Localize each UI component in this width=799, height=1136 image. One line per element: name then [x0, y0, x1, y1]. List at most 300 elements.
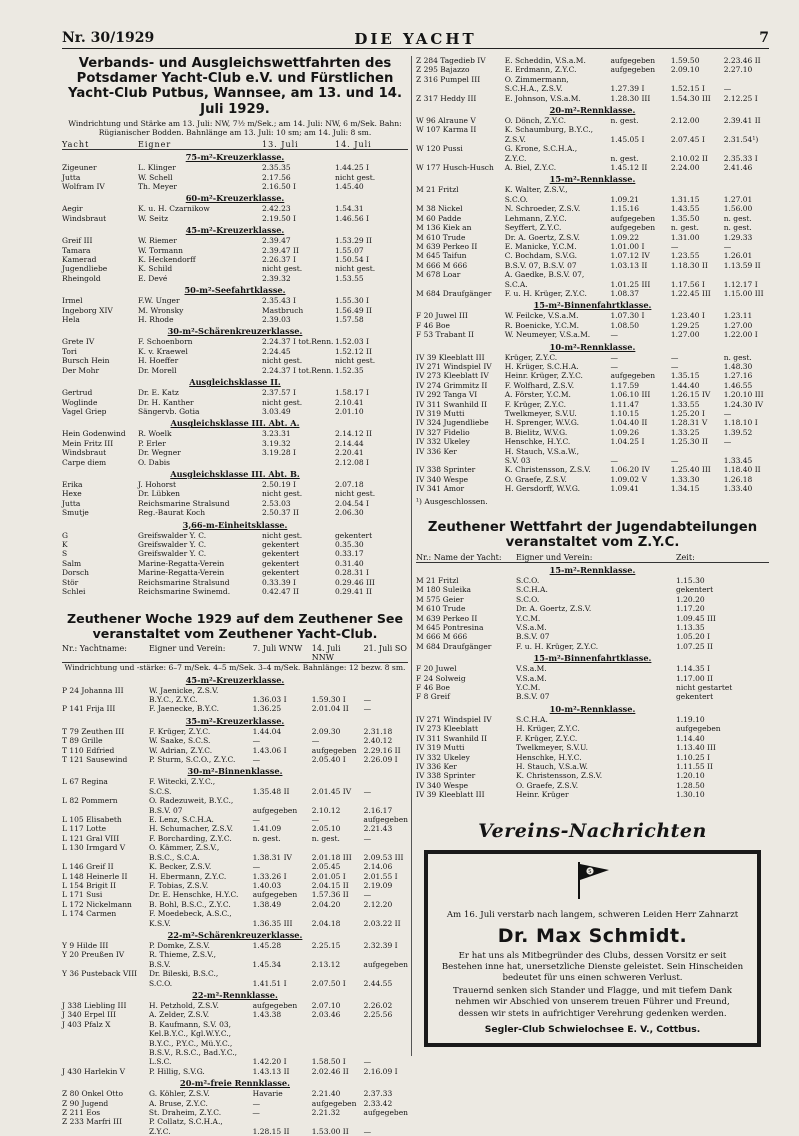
table-cell: 1.59.50	[670, 56, 700, 65]
table-cell: nicht gest.	[335, 489, 376, 499]
table-cell	[253, 1048, 312, 1057]
table-cell: E. Scheddin, V.S.a.M.	[504, 56, 586, 65]
table-cell: L 172 Nickelmann	[62, 899, 132, 909]
table-cell: M 38 Nickel	[416, 204, 463, 214]
table-cell: IV 319 Mutti	[416, 743, 465, 753]
table-row	[62, 1020, 408, 1029]
table-cell: nicht gest.	[335, 356, 376, 366]
table-cell: 1.59.30 I	[311, 695, 346, 704]
table-cell: M 666 M 666	[416, 632, 468, 642]
table-row	[62, 853, 408, 862]
table-cell: —	[363, 695, 372, 704]
table-cell: F. u. H. Krüger, Z.Y.C.	[504, 288, 587, 298]
table-cell: —	[252, 1098, 261, 1108]
table-cell: gekentert	[262, 549, 300, 559]
table-cell: nicht gest.	[262, 356, 303, 366]
table-cell: Heinr. Krüger	[516, 790, 569, 800]
table-cell	[312, 1117, 364, 1126]
table-cell: F 24 Solweig	[416, 673, 466, 683]
table-cell: 2.24.45	[262, 346, 291, 356]
table-cell: W. Jaenicke, Z.S.V.	[148, 685, 219, 695]
table-row	[416, 144, 769, 153]
table-row	[416, 223, 769, 232]
table-row	[62, 900, 408, 909]
table-cell: H. Krüger, Z.Y.C.	[516, 724, 580, 734]
col-eigner: Eigner	[138, 140, 172, 150]
table-row	[62, 255, 408, 264]
table-cell: 2.01.18 III	[311, 852, 352, 862]
table-cell: 1.07.30 I	[610, 311, 645, 321]
table-cell: Krüger, Z.Y.C.	[504, 352, 558, 362]
table-cell: aufgegeben	[311, 1098, 357, 1108]
table-cell: F.W. Unger	[138, 296, 180, 306]
table-cell: M 575 Geier	[416, 594, 464, 604]
table-row	[62, 246, 408, 255]
table-cell: 2.06.30	[335, 508, 364, 518]
table-cell: 2.09.10	[670, 65, 700, 75]
table-row	[416, 390, 769, 399]
table-cell: 2.29.16 II	[363, 745, 401, 755]
table-cell: 1.15.16	[610, 204, 640, 214]
table-cell	[724, 447, 769, 456]
table-cell: M 180 Suleika	[416, 585, 471, 595]
table-cell: 1.41.09	[252, 824, 282, 834]
table-row	[62, 941, 408, 950]
table-cell: 2.14.06	[363, 862, 393, 872]
table-cell: P 24 Johanna III	[62, 685, 124, 695]
class-heading: 15-m²-Binnenfahrtklasse.	[533, 653, 652, 664]
table-cell: 1.18.10 I	[723, 418, 758, 428]
table-cell: 2.09.30	[311, 726, 341, 736]
table-cell: Tamara	[62, 245, 91, 255]
table-cell: n. gest.	[723, 352, 752, 362]
table-cell: F. Moedebeck, A.S.C.,	[148, 909, 232, 919]
table-row	[416, 664, 769, 673]
table-cell: —	[363, 833, 372, 843]
table-cell: 2.05.10	[311, 824, 341, 834]
zeuthen-results-continued	[416, 56, 769, 494]
table-cell: 2.35.33 I	[723, 153, 758, 163]
table-cell: 1.17.59	[610, 380, 640, 390]
table-cell: Z 284 Tagedieb IV	[416, 56, 486, 65]
table-cell: —	[723, 84, 732, 94]
table-row	[416, 371, 769, 380]
table-cell: 2.35.43 I	[262, 296, 296, 306]
table-cell: 1.27.00	[723, 320, 753, 330]
table-cell: B.S.V., R.S.C., Bad.Y.C.,	[148, 1048, 238, 1057]
table-row	[62, 274, 408, 283]
table-cell	[312, 1048, 364, 1057]
table-cell: 1.46.56 I	[335, 213, 369, 223]
table-cell: 1.14.40	[676, 733, 705, 743]
table-cell: P 141 Frija III	[62, 704, 116, 714]
table-cell: Tori	[62, 346, 77, 356]
table-row	[62, 347, 408, 356]
table-cell: aufgegeben	[610, 65, 656, 75]
table-cell: —	[610, 361, 618, 371]
table-cell	[62, 919, 149, 928]
table-cell: 2.24.37 I tot.Renn.	[262, 337, 334, 347]
table-cell: 2.01.45 IV	[311, 786, 352, 796]
table-row	[416, 418, 769, 427]
table-cell: 1.23.55	[670, 251, 700, 261]
table-cell: W 107 Karma II	[416, 125, 477, 135]
table-cell: 2.24.00	[670, 163, 700, 173]
class-heading: 3,66-m-Einheitsklasse.	[182, 519, 288, 530]
table-cell: O. Dönch, Z.Y.C.	[504, 116, 567, 126]
table-cell: 1.27.16	[723, 371, 753, 381]
class-heading: 20-m²-freie Rennklasse.	[180, 1078, 290, 1089]
table-cell: 1.52.12 II	[335, 346, 372, 356]
table-cell: C. Bochdam, S.V.G.	[504, 251, 578, 261]
table-cell: 2.19.50 I	[262, 213, 296, 223]
table-row	[62, 872, 408, 881]
table-cell: K. Becker, Z.S.V.	[148, 862, 212, 872]
table-row	[62, 1089, 408, 1098]
table-cell: —	[670, 241, 679, 251]
table-cell: G. Krone, S.C.H.A.,	[504, 144, 578, 154]
table-cell: 2.26.09 I	[363, 755, 398, 765]
col-7-juli: 7. Juli WNW	[252, 644, 303, 654]
table-cell: gekentert	[262, 539, 300, 549]
table-cell: 2.10.12	[311, 805, 341, 815]
table-cell	[416, 195, 505, 204]
table-cell: 1.23.11	[723, 311, 753, 321]
table-cell: aufgegeben	[252, 1000, 298, 1010]
table-cell	[364, 950, 408, 959]
table-cell: 1.33.55	[670, 399, 700, 409]
table-cell: L 174 Carmen	[62, 909, 117, 919]
table-cell	[253, 1029, 312, 1038]
table-row	[62, 366, 408, 375]
table-row	[62, 356, 408, 365]
table-row	[62, 969, 408, 978]
table-cell: Seyffert, Z.Y.C.	[504, 223, 562, 233]
col-yacht: Yacht	[62, 140, 90, 150]
table-cell: 2.04.54 I	[335, 498, 369, 508]
table-cell: W. Seitz	[138, 213, 169, 223]
table-cell	[62, 1048, 149, 1057]
table-cell: M 645 Taifun	[416, 251, 467, 261]
table-cell	[312, 777, 364, 786]
table-cell: 1.04.25 I	[610, 437, 645, 447]
table-row	[416, 204, 769, 213]
table-cell: B.S.V.	[148, 959, 171, 969]
table-cell	[671, 75, 724, 84]
table-cell: 1.28.31 V	[670, 418, 708, 428]
table-cell: 2.39.03	[262, 315, 291, 325]
table-cell: W. Neumeyer, V.S.a.M.	[504, 330, 591, 340]
table-cell: Y 36 Pusteback VIII	[62, 969, 138, 979]
table-row	[62, 755, 408, 764]
table-cell: 3.19.28 I	[262, 448, 296, 458]
table-row	[62, 578, 408, 587]
table-cell: 1.22.45 III	[670, 288, 711, 298]
table-cell: 0.29.46 III	[335, 577, 375, 587]
table-row	[416, 330, 769, 339]
table-cell: M 60 Padde	[416, 213, 462, 223]
table-cell: 1.48.30	[723, 361, 753, 371]
table-cell: P. Erler	[138, 438, 166, 448]
table-cell	[364, 843, 408, 852]
table-cell: 2.07.10	[311, 1000, 341, 1010]
table-cell	[610, 185, 670, 194]
table-cell: 2.39.47	[262, 236, 291, 246]
table-cell: IV 332 Ukeley	[416, 437, 470, 447]
table-cell	[253, 1117, 312, 1126]
table-cell: 1.45.05 I	[610, 134, 645, 144]
table-cell	[416, 280, 505, 289]
table-cell: Hein Godenwind	[62, 429, 126, 439]
col-14-juli: 14. Juli NNW	[311, 644, 341, 663]
table-cell: 2.21.40	[311, 1089, 341, 1099]
table-cell: IV 324 Jugendliebe	[416, 418, 489, 428]
table-row	[62, 704, 408, 713]
table-cell: Wolfram IV	[62, 182, 105, 191]
table-cell: 1.36.03 I	[252, 695, 287, 704]
club-pennant-icon	[575, 860, 611, 900]
table-cell: 1.53.29 II	[335, 236, 372, 246]
table-row	[62, 919, 408, 928]
table-cell	[671, 125, 724, 134]
table-cell: 1.43.55	[670, 204, 700, 214]
table-cell: 1.44.04	[252, 726, 282, 736]
table-cell: nicht gest.	[335, 264, 376, 274]
table-row	[62, 686, 408, 695]
table-cell: M 610 Trude	[416, 604, 466, 614]
table-cell: T 79 Zeuthen III	[62, 726, 125, 736]
table-cell: 2.10.02 II	[670, 153, 708, 163]
table-cell: Dorsch	[62, 568, 89, 578]
table-cell: 2.27.10	[723, 65, 753, 75]
table-row	[416, 242, 769, 251]
table-cell: 2.04.20	[311, 899, 341, 909]
table-row	[62, 587, 408, 596]
table-row	[416, 214, 769, 223]
table-cell: 1.41.51 I	[252, 978, 287, 988]
table-cell: nicht gest.	[262, 264, 303, 274]
table-cell: K. Schaumburg, B.Y.C.,	[504, 125, 593, 135]
table-cell: B. Bohl, B.S.C., Z.Y.C.	[148, 899, 231, 909]
table-cell: 1.36.35 III	[252, 918, 293, 928]
table-row	[416, 195, 769, 204]
table-cell: Henschke, H.Y.C.	[504, 437, 571, 447]
table-cell: Der Mohr	[62, 365, 100, 375]
table-cell: 2.21.43	[363, 824, 393, 834]
table-cell: 1.30.10	[676, 790, 705, 800]
table-cell: 1.17.00 II	[676, 673, 713, 683]
table-cell: 2.35.35	[262, 163, 291, 173]
table-cell: gekentert	[676, 692, 714, 702]
table-cell: IV 336 Ker	[416, 761, 457, 771]
table-row	[416, 762, 769, 771]
table-cell: T 89 Grille	[62, 736, 103, 746]
table-cell	[364, 1020, 408, 1029]
table-cell: 1.25.40 III	[670, 465, 711, 475]
table-row	[416, 743, 769, 752]
table-cell: aufgegeben	[363, 815, 408, 825]
table-cell: 2.12.20	[363, 899, 393, 909]
zeuthen-wind-info: Windrichtung und -stärke: 6–7 m/Sek. 4–5 m/Sek. 3–4 m/Sek. Bahnlänge: 12 bezw. 8 sm.	[64, 663, 406, 673]
table-cell: F. Borcharding, Z.Y.C.	[148, 833, 232, 843]
table-cell: 0.42.47 II	[262, 587, 299, 596]
table-cell: 1.10.15	[610, 409, 640, 418]
table-row	[62, 1067, 408, 1076]
table-cell: W. Feilcke, V.S.a.M.	[504, 311, 579, 321]
table-cell: 1.53.55	[335, 273, 364, 283]
table-cell: Hexe	[62, 489, 82, 499]
table-cell: F. Krüger, Z.Y.C.	[516, 733, 578, 743]
table-cell: 1.29.33	[723, 232, 753, 242]
table-cell: B. Kaufmann, S.V. 03,	[148, 1019, 231, 1029]
table-cell: Greif III	[62, 236, 93, 246]
table-cell: IV 292 Tanga VI	[416, 390, 478, 400]
table-cell: F. Tobias, Z.S.V.	[148, 880, 209, 890]
table-cell: 2.17.56	[262, 172, 291, 182]
table-cell: H. Schumacher, Z.S.V.	[148, 824, 234, 834]
table-cell: 1.42.20 I	[252, 1057, 287, 1067]
class-heading: 30-m²-Schärenkreuzerklasse.	[167, 326, 303, 337]
table-cell	[253, 909, 312, 918]
table-cell: 2.07.18	[335, 479, 364, 489]
table-cell	[253, 777, 312, 786]
table-cell: 2.41.46	[723, 163, 753, 173]
table-row	[62, 531, 408, 540]
table-cell: 0.33.17	[335, 549, 364, 559]
table-cell: Salm	[62, 558, 82, 568]
table-row	[416, 233, 769, 242]
table-cell: 2.14.44	[335, 438, 364, 448]
table-row	[62, 862, 408, 871]
table-row	[62, 568, 408, 577]
table-cell: 2.12.25 I	[723, 93, 758, 103]
table-cell: Th. Meyer	[138, 182, 177, 191]
table-cell	[610, 144, 670, 153]
table-cell: aufgegeben	[610, 371, 656, 381]
table-cell	[262, 458, 335, 467]
table-row	[62, 843, 408, 852]
table-row	[62, 508, 408, 517]
table-cell	[610, 447, 670, 456]
table-cell: W. Saake, S.C.S.	[148, 736, 211, 746]
table-cell: 2.53.03	[262, 498, 291, 508]
table-row	[62, 398, 408, 407]
col-nr-yachtname: Nr.: Yachtname:	[62, 644, 127, 654]
table-cell	[671, 270, 724, 279]
table-cell: Mastbruch	[262, 305, 304, 315]
table-row	[416, 261, 769, 270]
table-cell: 1.33.30	[670, 474, 700, 484]
table-row	[62, 559, 408, 568]
table-cell: 1.27.01	[723, 194, 753, 204]
table-cell: 1.15.30	[676, 576, 705, 585]
table-cell: Reichsmarine Stralsund	[138, 577, 230, 587]
table-cell: nicht gest.	[262, 397, 303, 407]
table-cell	[253, 796, 312, 805]
table-cell: 1.03.13 II	[610, 260, 648, 270]
table-cell: 0.31.40	[335, 558, 364, 568]
table-cell	[671, 144, 724, 153]
table-cell: W. Adrian, Z.Y.C.	[148, 745, 213, 755]
table-row	[62, 480, 408, 489]
table-row	[416, 595, 769, 604]
table-cell: P. Sturm, S.C.O., Z.Y.C.	[148, 755, 236, 765]
table-cell: IV 327 Fidelio	[416, 427, 470, 437]
table-cell: Dr. Morell	[138, 365, 177, 375]
column-divider	[411, 56, 412, 1056]
table-cell	[312, 796, 364, 805]
table-cell: F. Schoenborn	[138, 337, 193, 347]
table-cell: K. u. H. Czarnikow	[138, 204, 210, 214]
table-cell: —	[670, 352, 679, 362]
table-cell: —	[363, 1126, 372, 1136]
table-cell: R. Woelk	[138, 429, 172, 439]
table-cell: H. Ebermann, Z.Y.C.	[148, 871, 227, 881]
table-cell: aufgegeben	[252, 805, 298, 815]
table-row	[416, 437, 769, 446]
table-row	[62, 439, 408, 448]
table-cell	[364, 686, 408, 695]
table-cell: 1.53.00 II	[311, 1126, 349, 1136]
table-cell: 1.27.00	[670, 330, 700, 340]
table-cell: 1.54.31	[335, 204, 364, 214]
table-cell: A. Bruse, Z.Y.C.	[148, 1098, 208, 1108]
table-cell: aufgegeben	[311, 745, 357, 755]
table-cell: Y.C.M.	[516, 613, 541, 623]
table-cell: Z 317 Heddy III	[416, 93, 477, 103]
table-cell: nicht gest.	[262, 530, 303, 540]
table-cell: 1.08.37	[610, 288, 640, 298]
table-cell: 1.45.34	[252, 959, 282, 969]
table-cell: 1.43.06 I	[252, 745, 287, 755]
table-cell: J. Hohorst	[138, 479, 177, 489]
table-cell: IV 338 Sprinter	[416, 771, 476, 781]
table-cell: F. Krüger, Z.Y.C.	[148, 726, 211, 736]
potsdam-column-header	[62, 140, 408, 150]
zeuthen-title: Zeuthener Woche 1929 auf dem Zeuthener See veranstaltet vom Zeuthener Yacht-Club.	[67, 611, 403, 641]
table-cell: 1.08.50	[610, 320, 640, 330]
table-cell: Irmel	[62, 296, 83, 306]
table-cell: 1.06.20 IV	[610, 465, 650, 475]
table-cell: nicht gestartet	[676, 683, 733, 693]
table-row	[62, 909, 408, 918]
table-cell: —	[252, 736, 261, 746]
class-heading: 22-m²-Rennklasse.	[192, 989, 278, 1000]
table-row	[62, 429, 408, 438]
table-cell: 1.28.50	[676, 780, 705, 790]
table-row	[416, 163, 769, 172]
table-cell: gekentert	[335, 530, 373, 540]
table-row	[416, 753, 769, 762]
table-cell: Stör	[62, 577, 79, 587]
jugend-column-header	[416, 553, 769, 563]
table-row	[416, 683, 769, 692]
table-cell: 1.55.07	[335, 245, 364, 255]
table-cell: n. gest.	[610, 116, 639, 126]
table-cell: 2.05.45	[311, 862, 341, 872]
table-cell: O. Dabis	[138, 457, 171, 467]
table-cell: O. Radezuweit, B.Y.C.,	[148, 796, 234, 806]
table-cell: Y 9 Hilde III	[62, 940, 109, 950]
class-heading: 30-m²-Binnenklasse.	[187, 766, 283, 777]
table-cell	[724, 125, 769, 134]
table-cell: L 130 Irmgard V	[62, 843, 126, 853]
table-cell: n. gest.	[723, 213, 752, 223]
table-row	[62, 296, 408, 305]
table-cell: Lehmann, Z.Y.C.	[504, 213, 567, 223]
table-cell: 1.25.30 II	[670, 437, 708, 447]
table-cell: 2.04.18	[311, 918, 341, 928]
